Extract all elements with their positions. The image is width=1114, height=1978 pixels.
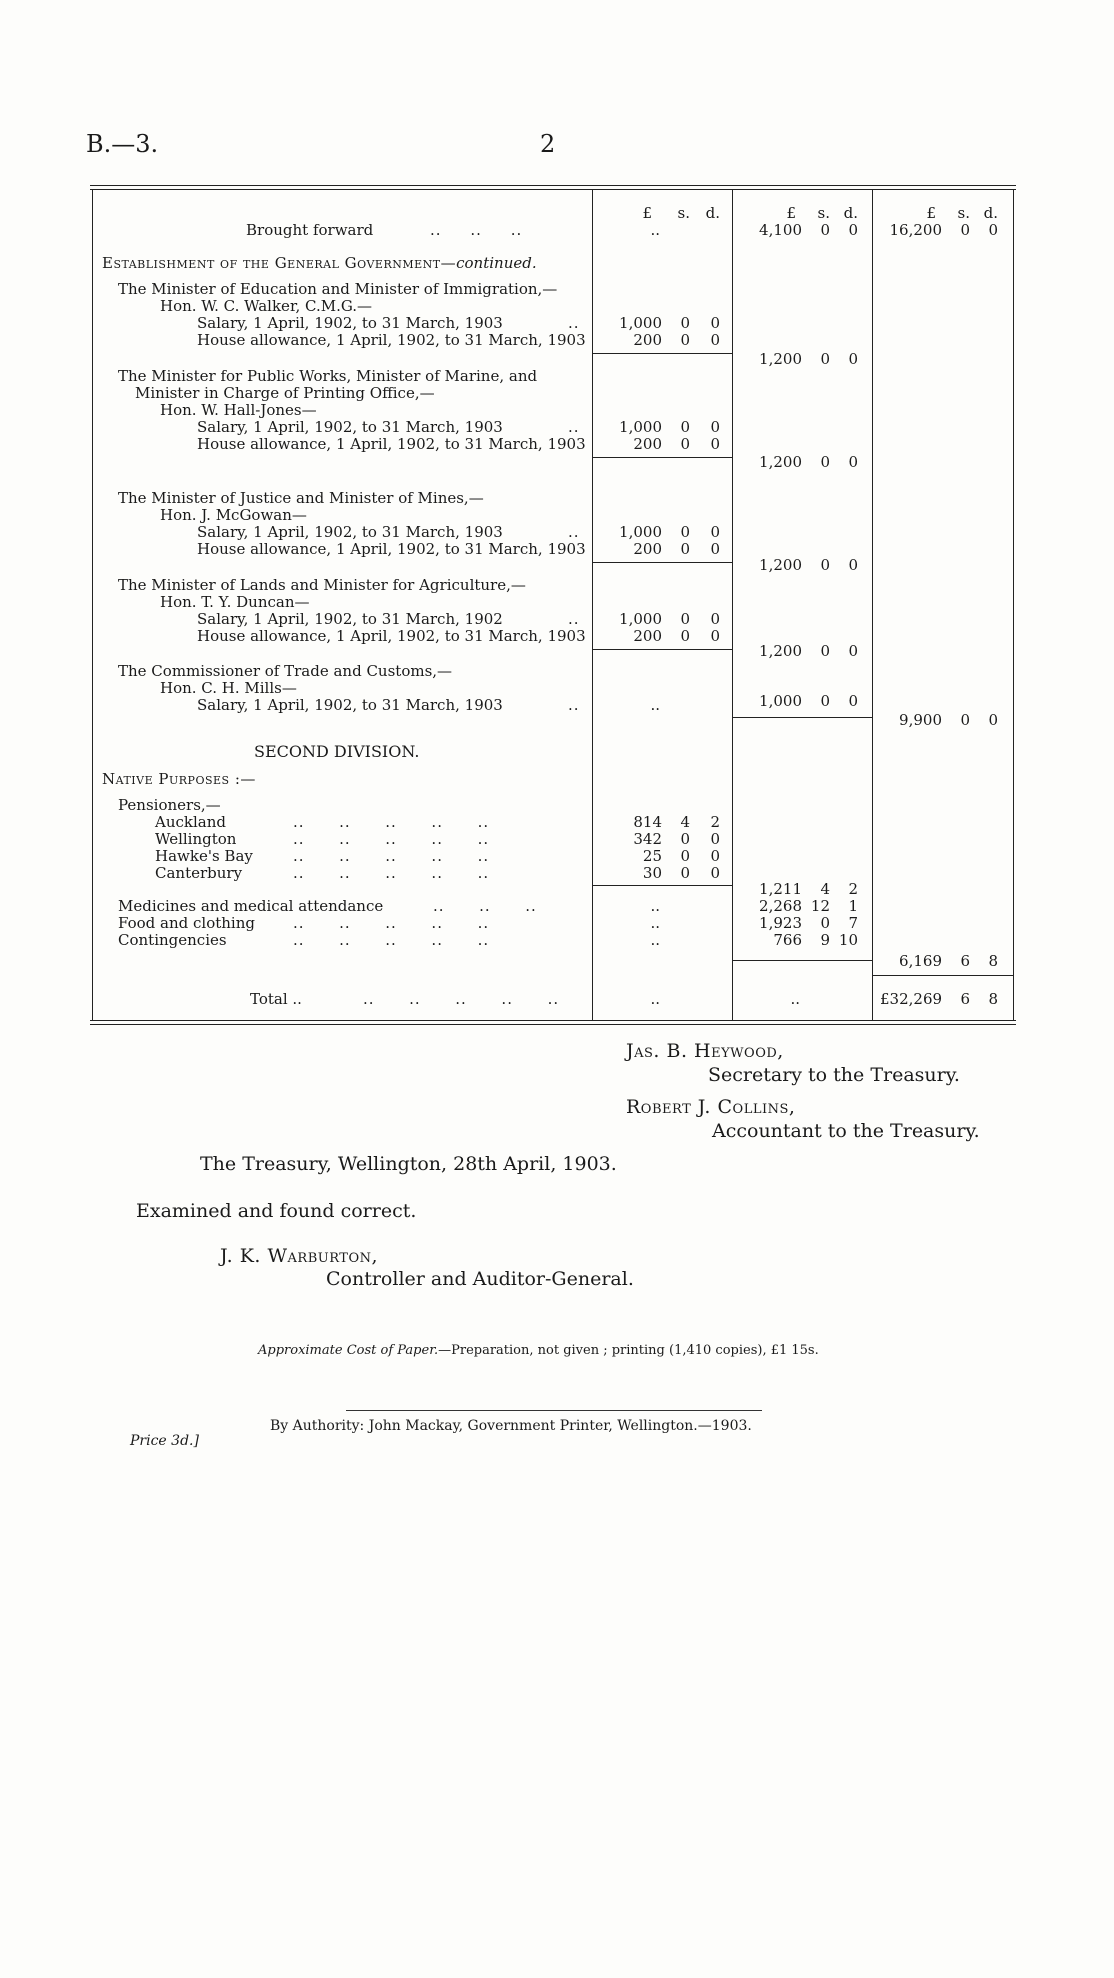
minister-3-house-pence: 0 <box>710 540 720 558</box>
leader-dots: .. .. .. .. .. <box>293 864 490 882</box>
place-shilling: 0 <box>680 864 690 882</box>
total-col2: .. <box>790 990 800 1008</box>
minister-2-house-shilling: 0 <box>680 435 690 453</box>
pensioners-total-shilling: 4 <box>820 880 830 898</box>
minister-1-house-shilling: 0 <box>680 331 690 349</box>
minister-2-salary-pence: 0 <box>710 418 720 436</box>
minister-4-house-label: House allowance, 1 April, 1902, to 31 March, 1903 <box>197 627 586 645</box>
place-pence: 0 <box>710 830 720 848</box>
grand-total-shilling: 6 <box>960 990 970 1008</box>
item-col1: .. <box>650 914 660 932</box>
minister-2-total-pound: 1,200 <box>759 453 802 471</box>
place-pound: 25 <box>642 847 662 865</box>
minister-4-name: Hon. T. Y. Duncan— <box>160 593 310 611</box>
minister-1-house-label: House allowance, 1 April, 1902, to 31 March, 1903 <box>197 331 586 349</box>
place-and-date: The Treasury, Wellington, 28th April, 1903. <box>200 1153 617 1175</box>
bf-col2-pound: 4,100 <box>759 221 802 239</box>
minister-4-salary-pence: 0 <box>710 610 720 628</box>
total-col1: .. <box>650 990 660 1008</box>
customs-total-pound: 1,000 <box>759 692 802 710</box>
minister-3-house-label: House allowance, 1 April, 1902, to 31 March, 1903 <box>197 540 586 558</box>
minister-4-total-pence: 0 <box>848 642 858 660</box>
pensioners-total-pence: 2 <box>848 880 858 898</box>
item-pence: 7 <box>848 914 858 932</box>
section-heading-main: Establishment of the General Government— <box>102 254 457 272</box>
minister-3-total-pence: 0 <box>848 556 858 574</box>
minister-2-house-label: House allowance, 1 April, 1902, to 31 March, 1903 <box>197 435 586 453</box>
item-label: Medicines and medical attendance <box>118 897 384 915</box>
minister-1-salary-shilling: 0 <box>680 314 690 332</box>
minister-1-house-pence: 0 <box>710 331 720 349</box>
minister-3-house-pound: 200 <box>633 540 662 558</box>
minister-3-salary-shilling: 0 <box>680 523 690 541</box>
minister-4-house-pound: 200 <box>633 627 662 645</box>
leader-dots: .. .. .. .. .. <box>293 847 490 865</box>
item-label: Food and clothing <box>118 914 255 932</box>
minister-2-title-cont: Minister in Charge of Printing Office,— <box>135 384 435 402</box>
place-pound: 30 <box>642 864 662 882</box>
customs-name: Hon. C. H. Mills— <box>160 679 297 697</box>
minister-2-salary-shilling: 0 <box>680 418 690 436</box>
appropriation-table <box>90 185 1016 1027</box>
minister-3-name: Hon. J. McGowan— <box>160 506 307 524</box>
minister-3-total-pound: 1,200 <box>759 556 802 574</box>
leader-dots: .. .. .. .. .. <box>293 931 490 949</box>
minister-3-salary-pound: 1,000 <box>619 523 662 541</box>
customs-total-shilling: 0 <box>820 692 830 710</box>
minister-4-house-shilling: 0 <box>680 627 690 645</box>
place-label: Hawke's Bay <box>155 847 253 865</box>
place-pence: 2 <box>710 813 720 831</box>
minister-4-total-pound: 1,200 <box>759 642 802 660</box>
item-pound: 1,923 <box>759 914 802 932</box>
signature-title-3: Controller and Auditor-General. <box>326 1268 634 1290</box>
minister-2-total-pence: 0 <box>848 453 858 471</box>
minister-2-house-pence: 0 <box>710 435 720 453</box>
minister-3-title: The Minister of Justice and Minister of Mines,— <box>118 489 484 507</box>
place-shilling: 0 <box>680 830 690 848</box>
leader-dots: .. .. .. .. .. <box>293 813 490 831</box>
printer-authority: By Authority: John Mackay, Government Printer, Wellington.—1903. <box>270 1418 752 1434</box>
minister-4-salary-pound: 1,000 <box>619 610 662 628</box>
place-pence: 0 <box>710 864 720 882</box>
establishment-total-shilling: 0 <box>960 711 970 729</box>
bf-col3-pound: 16,200 <box>889 221 942 239</box>
customs-title: The Commissioner of Trade and Customs,— <box>118 662 453 680</box>
leader-dots: .. .. .. <box>430 221 523 239</box>
total-label: Total .. <box>250 990 302 1008</box>
bf-col3-shilling: 0 <box>960 221 970 239</box>
col2-pound-header: £ <box>786 204 796 222</box>
customs-total-pence: 0 <box>848 692 858 710</box>
cost-label: Approximate Cost of Paper. <box>258 1343 439 1358</box>
item-col1: .. <box>650 931 660 949</box>
minister-1-title: The Minister of Education and Minister of Immigration,— <box>118 280 558 298</box>
leader-dots: .. .. .. .. .. <box>363 990 560 1008</box>
minister-3-salary-pence: 0 <box>710 523 720 541</box>
minister-4-title: The Minister of Lands and Minister for Agriculture,— <box>118 576 526 594</box>
minister-4-salary-shilling: 0 <box>680 610 690 628</box>
minister-1-total-pound: 1,200 <box>759 350 802 368</box>
minister-1-house-pound: 200 <box>633 331 662 349</box>
second-division-total-shilling: 6 <box>960 952 970 970</box>
native-purposes-heading: Native Purposes :— <box>102 770 256 788</box>
minister-1-salary-pence: 0 <box>710 314 720 332</box>
item-label: Contingencies <box>118 931 227 949</box>
page-number: 2 <box>540 130 556 158</box>
place-label: Auckland <box>155 813 226 831</box>
leader-dots: .. <box>568 418 580 436</box>
col2-pence-header: d. <box>843 204 858 222</box>
bf-col2-pence: 0 <box>848 221 858 239</box>
bf-col1: .. <box>650 221 660 239</box>
minister-4-house-pence: 0 <box>710 627 720 645</box>
grand-total-pound: £32,269 <box>880 990 943 1008</box>
item-pence: 10 <box>838 931 858 949</box>
price-note: Price 3d.] <box>130 1433 199 1449</box>
signature-title-1: Secretary to the Treasury. <box>708 1064 960 1086</box>
minister-4-salary-label: Salary, 1 April, 1902, to 31 March, 1902 <box>197 610 503 628</box>
document-reference: B.—3. <box>86 130 159 158</box>
place-pence: 0 <box>710 847 720 865</box>
footer-divider <box>346 1410 762 1411</box>
place-pound: 342 <box>633 830 662 848</box>
minister-3-total-shilling: 0 <box>820 556 830 574</box>
minister-4-total-shilling: 0 <box>820 642 830 660</box>
minister-1-total-pence: 0 <box>848 350 858 368</box>
customs-salary-label: Salary, 1 April, 1902, to 31 March, 1903 <box>197 696 503 714</box>
item-shilling: 9 <box>820 931 830 949</box>
minister-2-total-shilling: 0 <box>820 453 830 471</box>
col3-shilling-header: s. <box>957 204 970 222</box>
second-division-total-pence: 8 <box>988 952 998 970</box>
col3-pence-header: d. <box>983 204 998 222</box>
item-pound: 2,268 <box>759 897 802 915</box>
grand-total-pence: 8 <box>988 990 998 1008</box>
minister-2-house-pound: 200 <box>633 435 662 453</box>
minister-2-salary-label: Salary, 1 April, 1902, to 31 March, 1903 <box>197 418 503 436</box>
examined-statement: Examined and found correct. <box>136 1200 417 1222</box>
place-label: Wellington <box>155 830 237 848</box>
minister-3-salary-label: Salary, 1 April, 1902, to 31 March, 1903 <box>197 523 503 541</box>
col1-pound-header: £ <box>642 204 652 222</box>
pensioners-label: Pensioners,— <box>118 796 221 814</box>
cost-text: —Preparation, not given ; printing (1,410 copies), £1 15s. <box>438 1343 819 1358</box>
leader-dots: .. <box>568 523 580 541</box>
establishment-total-pound: 9,900 <box>899 711 942 729</box>
minister-1-salary-pound: 1,000 <box>619 314 662 332</box>
place-shilling: 4 <box>680 813 690 831</box>
minister-2-salary-pound: 1,000 <box>619 418 662 436</box>
item-pence: 1 <box>848 897 858 915</box>
leader-dots: .. <box>568 696 580 714</box>
leader-dots: .. <box>568 314 580 332</box>
item-pound: 766 <box>773 931 802 949</box>
minister-3-house-shilling: 0 <box>680 540 690 558</box>
second-division-total-pound: 6,169 <box>899 952 942 970</box>
leader-dots: .. .. .. .. .. <box>293 914 490 932</box>
minister-1-name: Hon. W. C. Walker, C.M.G.— <box>160 297 373 315</box>
leader-dots: .. .. .. <box>433 897 537 915</box>
section-heading-continued: continued. <box>456 254 537 272</box>
signature-name-3: J. K. Warburton, <box>220 1245 379 1267</box>
cost-of-paper-note <box>258 1343 819 1358</box>
item-shilling: 12 <box>810 897 830 915</box>
signature-name-2: Robert J. Collins, <box>626 1096 796 1118</box>
place-shilling: 0 <box>680 847 690 865</box>
signature-name-1: Jas. B. Heywood, <box>626 1040 784 1062</box>
minister-2-name: Hon. W. Hall-Jones— <box>160 401 317 419</box>
customs-col1: .. <box>650 696 660 714</box>
brought-forward-label: Brought forward <box>246 221 374 239</box>
minister-1-salary-label: Salary, 1 April, 1902, to 31 March, 1903 <box>197 314 503 332</box>
establishment-total-pence: 0 <box>988 711 998 729</box>
col2-shilling-header: s. <box>817 204 830 222</box>
place-pound: 814 <box>633 813 662 831</box>
section-heading <box>102 255 537 272</box>
signature-title-2: Accountant to the Treasury. <box>712 1120 980 1142</box>
item-col1: .. <box>650 897 660 915</box>
col3-pound-header: £ <box>926 204 936 222</box>
place-label: Canterbury <box>155 864 243 882</box>
col1-pence-header: d. <box>705 204 720 222</box>
pensioners-total-pound: 1,211 <box>759 880 802 898</box>
leader-dots: .. <box>568 610 580 628</box>
leader-dots: .. .. .. .. .. <box>293 830 490 848</box>
col1-shilling-header: s. <box>677 204 690 222</box>
bf-col2-shilling: 0 <box>820 221 830 239</box>
second-division-heading: SECOND DIVISION. <box>254 742 420 761</box>
minister-1-total-shilling: 0 <box>820 350 830 368</box>
item-shilling: 0 <box>820 914 830 932</box>
bf-col3-pence: 0 <box>988 221 998 239</box>
minister-2-title: The Minister for Public Works, Minister of Marine, and <box>118 367 538 385</box>
